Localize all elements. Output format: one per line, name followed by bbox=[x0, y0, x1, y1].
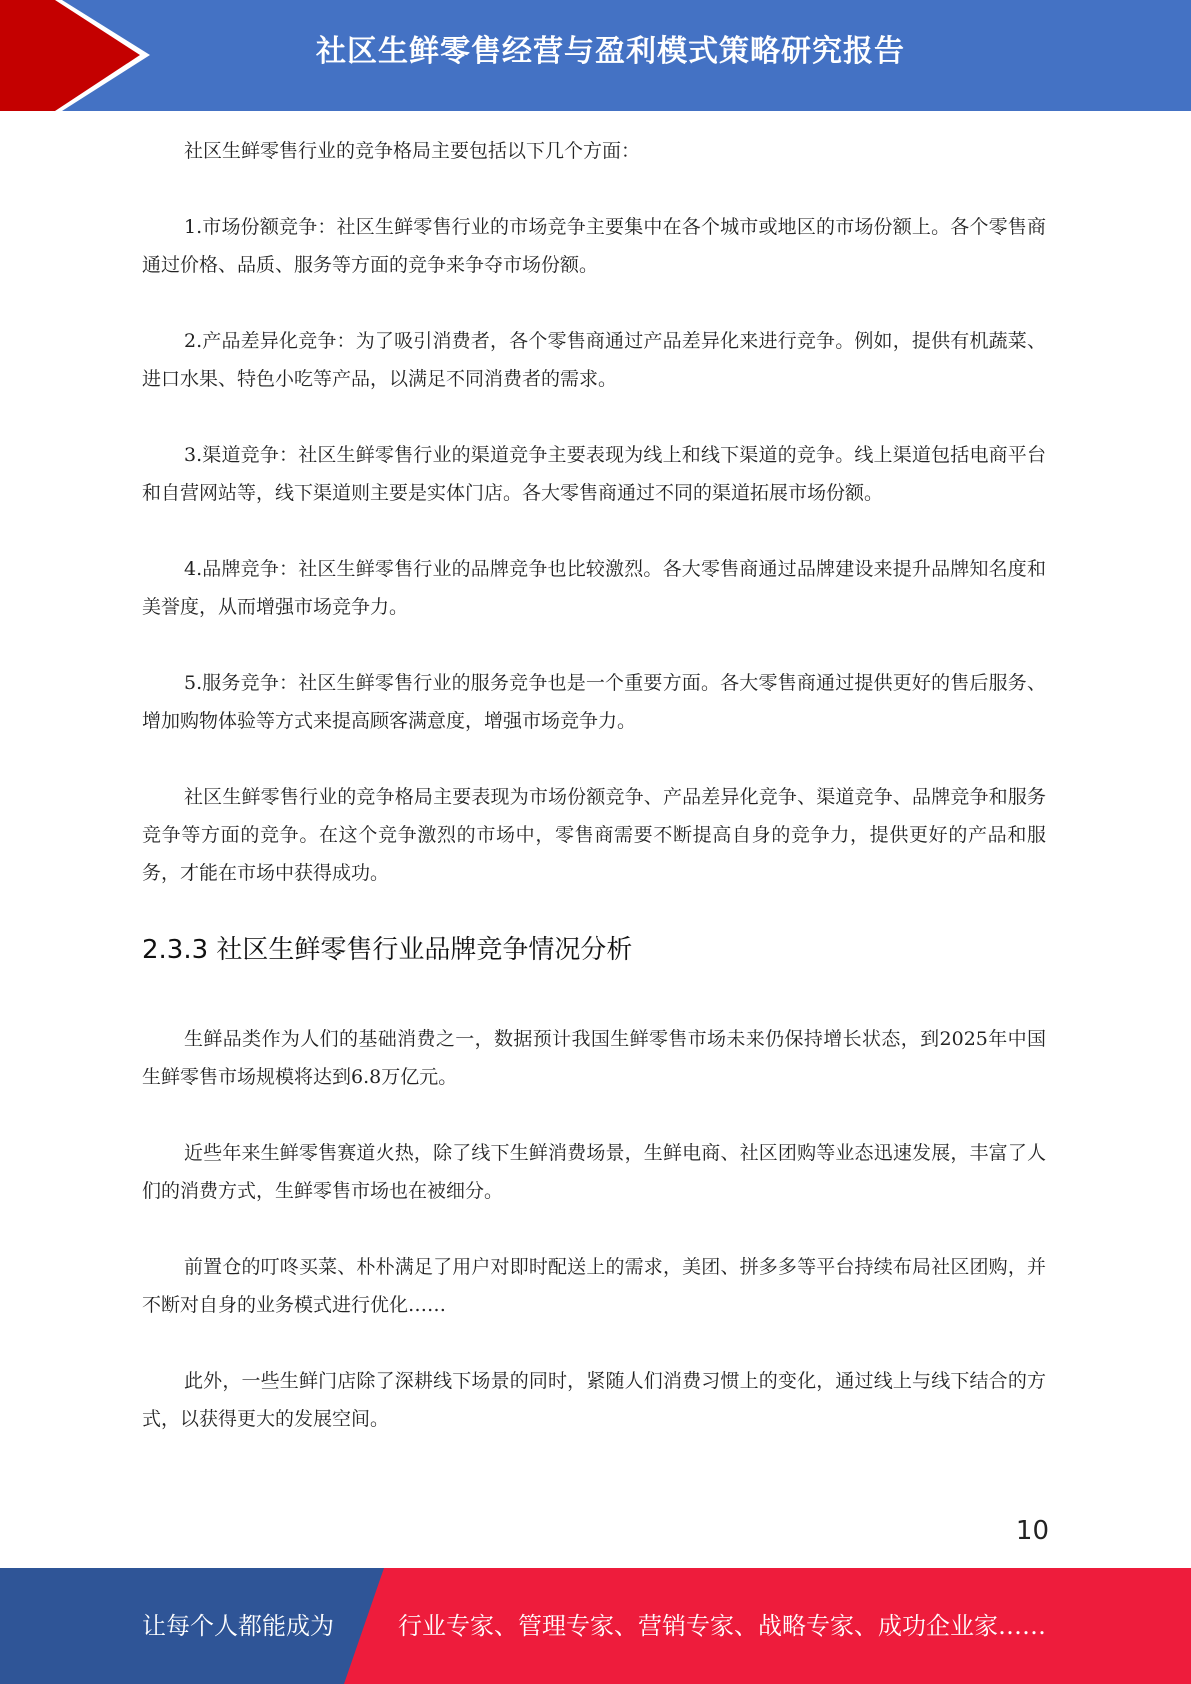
report-title: 社区生鲜零售经营与盈利模式策略研究报告 bbox=[316, 34, 905, 69]
section-heading: 2.3.3 社区生鲜零售行业品牌竞争情况分析 bbox=[142, 935, 633, 965]
body-paragraph: 前置仓的叮咚买菜、朴朴满足了用户对即时配送上的需求，美团、拼多多等平台持续布局社区团购，并不断对自身的业务模式进行优化…… bbox=[142, 1256, 1046, 1316]
footer-slogan-right: 行业专家、管理专家、营销专家、战略专家、成功企业家…… bbox=[398, 1612, 1046, 1640]
page-header bbox=[0, 0, 1191, 111]
paragraph-group-bottom bbox=[142, 1020, 1046, 1438]
body-paragraph: 此外，一些生鲜门店除了深耕线下场景的同时，紧随人们消费习惯上的变化，通过线上与线下结合的方式，以获得更大的发展空间。 bbox=[142, 1370, 1046, 1430]
footer-slogan-left: 让每个人都能成为 bbox=[142, 1612, 334, 1640]
body-paragraph: 生鲜品类作为人们的基础消费之一，数据预计我国生鲜零售市场未来仍保持增长状态，到2025年中国生鲜零售市场规模将达到6.8万亿元。 bbox=[142, 1028, 1046, 1088]
body-paragraph: 4.品牌竞争：社区生鲜零售行业的品牌竞争也比较激烈。各大零售商通过品牌建设来提升品牌知名度和美誉度，从而增强市场竞争力。 bbox=[142, 558, 1046, 618]
page-footer bbox=[0, 1568, 1191, 1684]
body-paragraph: 5.服务竞争：社区生鲜零售行业的服务竞争也是一个重要方面。各大零售商通过提供更好的售后服务、增加购物体验等方式来提高顾客满意度，增强市场竞争力。 bbox=[142, 672, 1046, 732]
body-paragraph: 社区生鲜零售行业的竞争格局主要包括以下几个方面： bbox=[184, 140, 641, 162]
paragraph-group-top bbox=[142, 132, 1046, 892]
page-content bbox=[142, 132, 1046, 1476]
body-paragraph: 1.市场份额竞争：社区生鲜零售行业的市场竞争主要集中在各个城市或地区的市场份额上。各个零售商通过价格、品质、服务等方面的竞争来争夺市场份额。 bbox=[142, 216, 1046, 276]
body-paragraph: 近些年来生鲜零售赛道火热，除了线下生鲜消费场景，生鲜电商、社区团购等业态迅速发展，丰富了人们的消费方式，生鲜零售市场也在被细分。 bbox=[142, 1142, 1046, 1202]
body-paragraph: 社区生鲜零售行业的竞争格局主要表现为市场份额竞争、产品差异化竞争、渠道竞争、品牌竞争和服务竞争等方面的竞争。在这个竞争激烈的市场中，零售商需要不断提高自身的竞争力，提供更好的产品和服务，才能在市场中获得成功。 bbox=[142, 786, 1046, 884]
page-number: 10 bbox=[1015, 1516, 1049, 1546]
body-paragraph: 3.渠道竞争：社区生鲜零售行业的渠道竞争主要表现为线上和线下渠道的竞争。线上渠道包括电商平台和自营网站等，线下渠道则主要是实体门店。各大零售商通过不同的渠道拓展市场份额。 bbox=[142, 444, 1046, 504]
header-chevron-graphic bbox=[0, 0, 160, 111]
body-paragraph: 2.产品差异化竞争：为了吸引消费者，各个零售商通过产品差异化来进行竞争。例如，提供有机蔬菜、进口水果、特色小吃等产品，以满足不同消费者的需求。 bbox=[142, 330, 1046, 390]
